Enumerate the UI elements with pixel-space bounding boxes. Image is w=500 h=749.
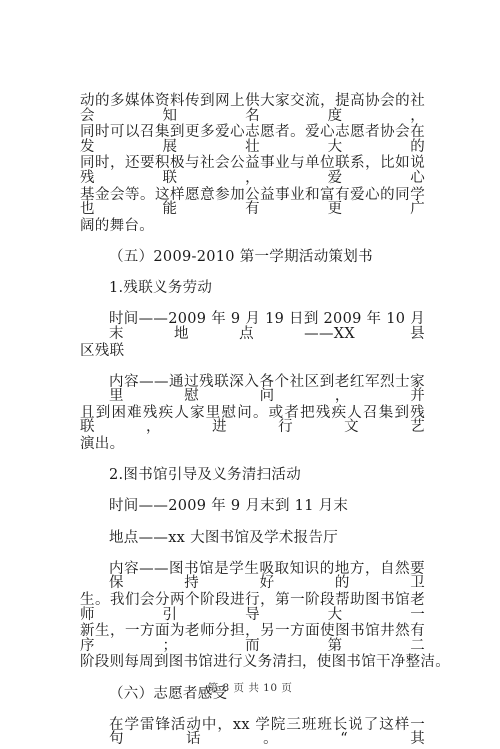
body-line: 时间——2009 年 9 月末到 11 月末 (109, 498, 349, 515)
section-heading: （五）2009-2010 第一学期活动策划书 (109, 248, 373, 265)
subsection-heading: 1.残联义务劳动 (109, 280, 213, 297)
document-body (80, 93, 450, 749)
body-line: 同时，还要积极与社会公益事业与单位联系，比如说残联，爱心 (80, 155, 425, 186)
body-line: 同时可以召集到更多爱心志愿者。爱心志愿者协会在发展壮大的 (80, 124, 425, 155)
body-line: 新生，一方面为老师分担，另一方面使图书馆井然有序；而第二 (80, 623, 425, 654)
body-line: 内容——通过残联深入各个社区到老红军烈士家里慰问，并 (109, 373, 425, 405)
body-line: 区残联 (80, 342, 125, 359)
section-heading: （六）志愿者感受 (109, 685, 228, 702)
body-line: 阔的舞台。 (80, 217, 154, 234)
body-line: 阶段则每周到图书馆进行义务清扫，使图书馆干净整洁。 (80, 654, 450, 671)
body-line: 地点——xx 大图书馆及学术报告厅 (109, 529, 339, 546)
body-line: 且到困难残疾人家里慰问。或者把残疾人召集到残联，进行文艺 (80, 404, 425, 436)
body-line: 生。我们会分两个阶段进行，第一阶段帮助图书馆老师引导大一 (80, 592, 425, 623)
body-line: 演出。 (80, 436, 125, 453)
page-number: 第 8 页 共 10 页 (207, 682, 293, 694)
body-line: 时间——2009 年 9 月 19 日到 2009 年 10 月末地点——XX 县 (109, 311, 426, 342)
body-line: 动的多媒体资料传到网上供大家交流，提高协会的社会知名度， (80, 93, 425, 124)
body-line: 在学雷锋活动中，xx 学院三班班长说了这样一句话。“其 (109, 716, 425, 748)
subsection-heading: 2.图书馆引导及义务清扫活动 (109, 467, 302, 484)
body-line: 基金会等。这样愿意参加公益事业和富有爱心的同学也能有更广 (80, 186, 425, 218)
body-line: 内容——图书馆是学生吸取知识的地方，自然要保持好的卫 (109, 560, 425, 592)
